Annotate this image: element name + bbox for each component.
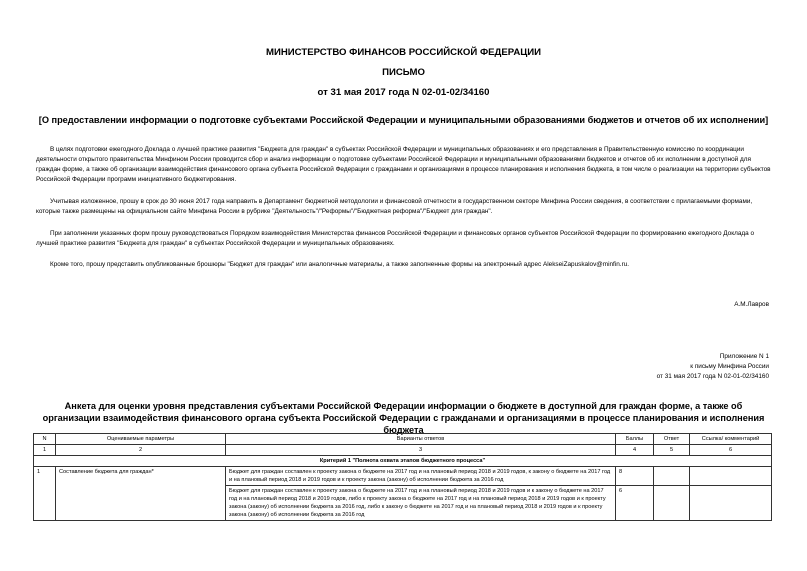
colnum-5: 5 (654, 445, 690, 456)
questionnaire-title: Анкета для оценки уровня представления субъектами Российской Федерации информации о бюджете в доступной для граждан форме, а также об организации взаимодействия финансового органа субъекта Российской Федерации с гражданами и организациями в процессе планирования и исполнения бюджета (42, 401, 765, 435)
header-params: Оцениваемые параметры (56, 434, 226, 445)
header-comment: Ссылка/ комментарий (690, 434, 772, 445)
doc-type: ПИСЬМО (382, 67, 425, 78)
table-row (34, 467, 772, 486)
table-header-row (34, 434, 772, 445)
criterion-row (34, 456, 772, 467)
comment-cell[interactable] (690, 486, 772, 521)
colnum-6: 6 (690, 445, 772, 456)
paragraph-2: Учитывая изложенное, прошу в срок до 30 июня 2017 года направить в Департамент бюджетной методологии и финансовой отчетности в государственном секторе Минфина России сведения, в соответствии с прилагаемыми формами, которые также размещены на официальном сайте Минфина России в рубрике "Деятельность"/"Реформы"/"Бюджетная реформа"/"Бюджет для граждан". (36, 198, 753, 215)
header-answer: Ответ (654, 434, 690, 445)
option-text: Бюджет для граждан составлен к проекту закона о бюджете на 2017 год и на плановый период 2018 и 2019 годов и к закону о бюджете на 2017 год и на плановый период 2018 и 2019 годов, либо к проекту закона о бюджете на 2017 год и на плановый период 2018 и 2019 годов и к проекту закона (закону) об исполнении бюджета за 2016 год, либо к закону о бюджете на 2017 год и на плановый период 2018 и 2019 годов и к проекту закона (закону) об исполнении бюджета за 2016 год (226, 486, 616, 521)
option-text: Бюджет для граждан составлен к проекту закона о бюджете на 2017 год и на плановый период 2018 и 2019 годов, к закону о бюджете на 2017 год и на плановый период 2018 и 2019 годов и к проекту закона (закону) об исполнении бюджета за 2016 год (226, 467, 616, 486)
colnum-4: 4 (616, 445, 654, 456)
comment-cell[interactable] (690, 467, 772, 486)
appendix-line-3: от 31 мая 2017 года N 02-01-02/34160 (656, 373, 769, 380)
table-colnum-row (34, 445, 772, 456)
paragraph-1: В целях подготовки ежегодного Доклада о лучшей практике развития "Бюджета для граждан" в субъектах Российской Федерации и муниципальных образованиях и его представления в Правительственную комиссию по координации деятельности открытого правительства Минфином России проводится сбор и анализ информации о подготовке субъектами Российской Федерации и муниципальными образованиями бюджетов и отчетов об их исполнении в доступной для граждан форме, а также об организации взаимодействия финансового органа субъекта Российской Федерации с гражданами и организациями в процессе планирования и исполнения бюджета, в том числе о реализации на территории субъектов Российской Федерации программ инициативного бюджетирования. (36, 146, 771, 183)
answer-cell[interactable] (654, 486, 690, 521)
ministry-title: МИНИСТЕРСТВО ФИНАНСОВ РОССИЙСКОЙ ФЕДЕРАЦИИ (265, 47, 542, 58)
option-score: 8 (616, 467, 654, 486)
option-score: 6 (616, 486, 654, 521)
answer-cell[interactable] (654, 467, 690, 486)
colnum-1: 1 (34, 445, 56, 456)
header-options: Варианты ответов (226, 434, 616, 445)
letter-subject: [О предоставлении информации о подготовке субъектами Российской Федерации и муниципальными образованиями бюджетов и отчетов об их исполнении] (38, 115, 769, 125)
criterion-title: Критерий 1 "Полнота охвата этапов бюджетного процесса" (34, 456, 772, 467)
colnum-2: 2 (56, 445, 226, 456)
appendix-line-2: к письму Минфина России (690, 363, 769, 370)
paragraph-4: Кроме того, прошу представить опубликованные брошюры "Бюджет для граждан" или аналогичные материалы, а также заполненные формы на электронный адрес AlekseiZapuskalov@minfin.ru. (50, 261, 630, 268)
questionnaire-table (33, 433, 772, 521)
doc-date-number: от 31 мая 2017 года N 02-01-02/34160 (317, 87, 490, 98)
header-score: Баллы (616, 434, 654, 445)
colnum-3: 3 (226, 445, 616, 456)
signature: А.М.Лавров (734, 301, 769, 308)
paragraph-3: При заполнении указанных форм прошу руководствоваться Порядком взаимодействия Министерства финансов Российской Федерации и финансовых органов субъектов Российской Федерации по формированию ежегодного Доклада о лучшей практике развития "Бюджета для граждан" в субъектах Российской Федерации и муниципальных образованиях. (36, 230, 754, 247)
row-number: 1 (34, 467, 56, 521)
row-param: Составление бюджета для граждан* (56, 467, 226, 521)
header-n: N (34, 434, 56, 445)
appendix-line-1: Приложение N 1 (719, 353, 769, 360)
